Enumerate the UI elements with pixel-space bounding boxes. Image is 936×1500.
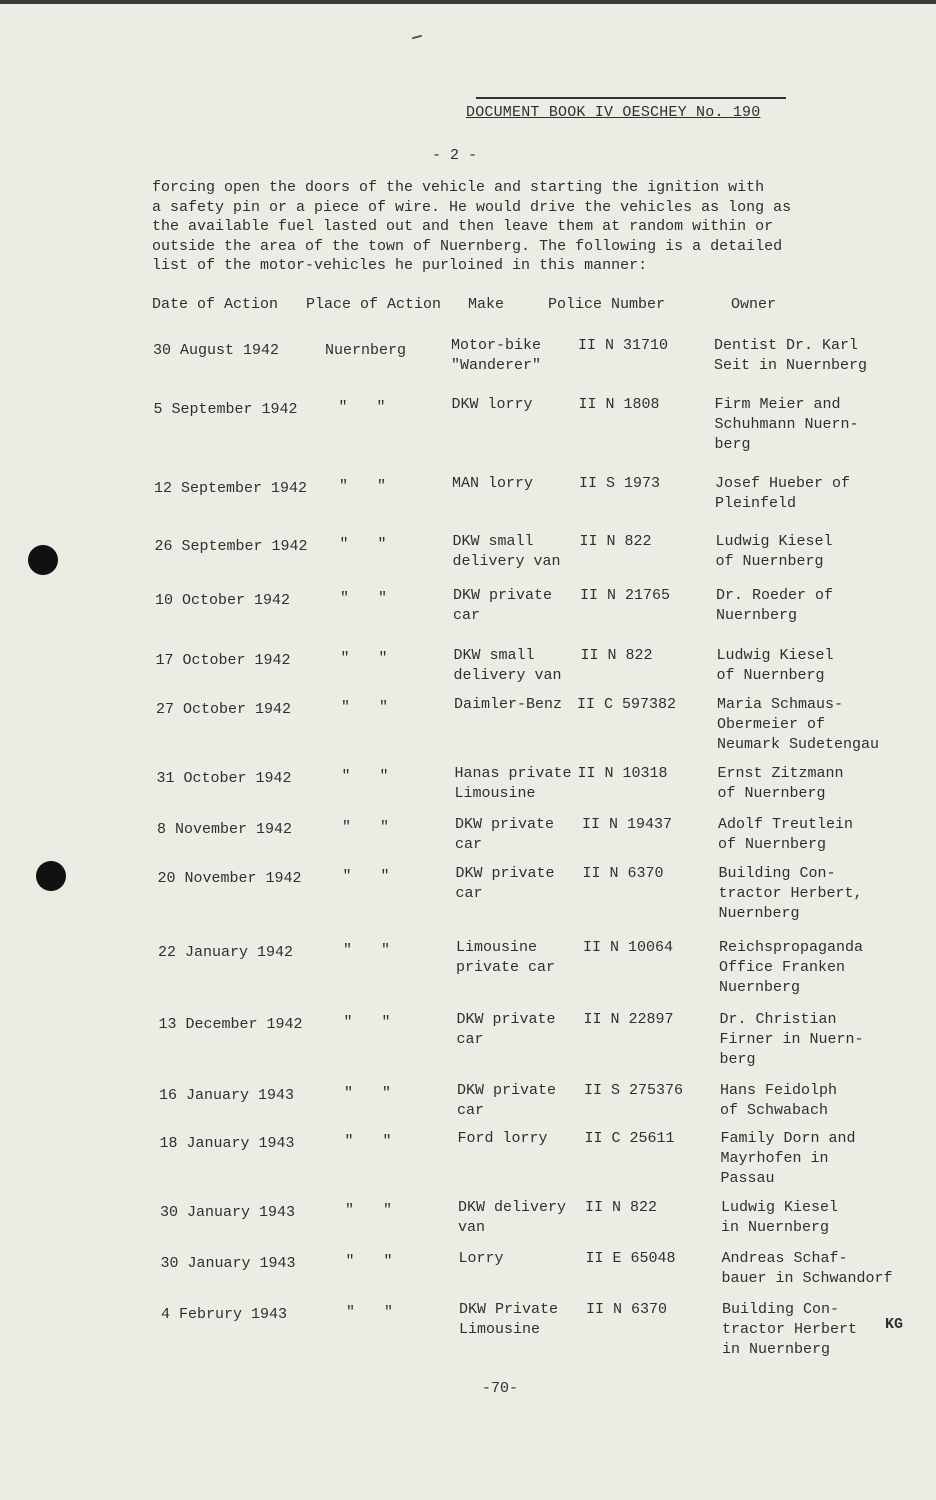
make-cell: delivery van (453, 667, 562, 684)
place-ditto-cell: " (346, 1304, 356, 1321)
police-number-cell: II N 6370 (582, 865, 664, 882)
owner-cell: Nuernberg (718, 905, 800, 922)
place-ditto-cell: " (339, 478, 349, 495)
police-number-cell: II N 822 (579, 533, 652, 550)
date-cell: 31 October 1942 (156, 770, 292, 787)
place-ditto-cell: " (343, 942, 353, 959)
owner-cell: of Nuernberg (715, 553, 824, 570)
make-cell: van (458, 1219, 486, 1236)
page-number: - 2 - (432, 147, 478, 164)
police-number-cell: II N 22897 (583, 1011, 674, 1028)
page-top-edge (0, 0, 936, 4)
make-cell: DKW private (457, 1082, 557, 1099)
place-ditto-cell: " (382, 1085, 392, 1102)
place-ditto-cell: " (343, 1014, 353, 1031)
place-ditto-cell: " (341, 768, 351, 785)
place-ditto-cell: " (344, 1133, 354, 1150)
make-cell: DKW Private (459, 1301, 559, 1318)
make-cell: MAN lorry (452, 475, 534, 492)
owner-cell: Ernst Zitzmann (717, 765, 844, 782)
owner-cell: Building Con- (722, 1301, 840, 1318)
owner-cell: Maria Schmaus- (717, 696, 844, 713)
owner-cell: of Nuernberg (717, 785, 826, 802)
ink-mark (412, 35, 422, 40)
owner-cell: berg (714, 436, 751, 453)
punch-hole (28, 545, 58, 575)
date-cell: 10 October 1942 (155, 592, 291, 609)
owner-cell: Passau (720, 1170, 775, 1187)
make-cell: DKW delivery (458, 1199, 567, 1216)
owner-cell: Dentist Dr. Karl (714, 337, 859, 354)
police-number-cell: II N 21765 (580, 587, 671, 604)
date-cell: 30 January 1943 (160, 1255, 296, 1272)
make-cell: DKW private (455, 816, 555, 833)
document-header: DOCUMENT BOOK IV OESCHEY No. 190 (466, 104, 761, 121)
police-number-cell: II N 822 (580, 647, 653, 664)
police-number-cell: II N 822 (585, 1199, 658, 1216)
make-cell: DKW private (455, 865, 555, 882)
owner-cell: berg (719, 1051, 756, 1068)
date-cell: 20 November 1942 (157, 870, 302, 887)
police-number-cell: II S 1973 (579, 475, 661, 492)
place-ditto-cell: " (377, 478, 387, 495)
owner-cell: Obermeier of (717, 716, 826, 733)
date-cell: 4 Februry 1943 (161, 1306, 288, 1323)
place-ditto-cell: " (340, 650, 350, 667)
owner-cell: Office Franken (719, 959, 846, 976)
place-ditto-cell: " (378, 650, 388, 667)
owner-cell: in Nuernberg (722, 1341, 831, 1358)
make-cell: DKW private (456, 1011, 556, 1028)
police-number-cell: II N 19437 (582, 816, 673, 833)
police-number-cell: II C 25611 (584, 1130, 675, 1147)
make-cell: Daimler-Benz (454, 696, 563, 713)
place-ditto-cell: " (338, 399, 348, 416)
place-ditto-cell: " (341, 699, 351, 716)
date-cell: 26 September 1942 (154, 538, 308, 555)
owner-cell: Mayrhofen in (720, 1150, 829, 1167)
place-ditto-cell: " (383, 1253, 393, 1270)
make-cell: car (456, 1031, 484, 1048)
make-cell: Limousine (454, 785, 536, 802)
owner-cell: Neumark Sudetengau (717, 736, 880, 753)
body-paragraph (152, 178, 852, 276)
make-cell: Limousine (459, 1321, 541, 1338)
owner-cell: of Schwabach (720, 1102, 829, 1119)
place-ditto-cell: " (381, 942, 391, 959)
owner-cell: Building Con- (718, 865, 836, 882)
place-ditto-cell: " (345, 1202, 355, 1219)
owner-cell: Firm Meier and (714, 396, 841, 413)
place-ditto-cell: " (342, 868, 352, 885)
punch-hole (36, 861, 66, 891)
make-cell: car (455, 885, 483, 902)
paragraph-line: the available fuel lasted out and then leave them at random within or (152, 218, 774, 236)
make-cell: car (457, 1102, 485, 1119)
owner-cell: Ludwig Kiesel (721, 1199, 839, 1216)
owner-cell: Josef Hueber of (715, 475, 851, 492)
date-cell: 13 December 1942 (158, 1016, 303, 1033)
owner-cell: Andreas Schaf- (721, 1250, 848, 1267)
place-cell: Nuernberg (325, 342, 407, 359)
date-cell: 22 January 1942 (158, 944, 294, 961)
place-ditto-cell: " (342, 819, 352, 836)
owner-cell: Firner in Nuern- (719, 1031, 864, 1048)
make-cell: DKW small (453, 647, 535, 664)
make-cell: Motor-bike (451, 337, 542, 354)
place-ditto-cell: " (340, 590, 350, 607)
stamp-mark: KG (885, 1316, 904, 1333)
owner-cell: Ludwig Kiesel (716, 647, 834, 664)
date-cell: 16 January 1943 (159, 1087, 295, 1104)
owner-cell: Dr. Christian (719, 1011, 837, 1028)
police-number-cell: II N 10318 (577, 765, 668, 782)
date-cell: 18 January 1943 (159, 1135, 295, 1152)
place-ditto-cell: " (339, 536, 349, 553)
make-cell: DKW lorry (451, 396, 533, 413)
date-cell: 17 October 1942 (155, 652, 291, 669)
owner-cell: Nuernberg (719, 979, 801, 996)
owner-cell: Family Dorn and (720, 1130, 856, 1147)
place-ditto-cell: " (345, 1253, 355, 1270)
date-cell: 27 October 1942 (156, 701, 292, 718)
make-cell: private car (456, 959, 556, 976)
place-ditto-cell: " (377, 536, 387, 553)
make-cell: Ford lorry (457, 1130, 548, 1147)
paragraph-line: list of the motor-vehicles he purloined in this manner: (152, 257, 648, 275)
date-cell: 12 September 1942 (154, 480, 308, 497)
owner-cell: Schuhmann Nuern- (714, 416, 859, 433)
owner-cell: Reichspropaganda (719, 939, 864, 956)
make-cell: DKW private (453, 587, 553, 604)
footer-page-number: -70- (482, 1380, 519, 1397)
owner-cell: Seit in Nuernberg (714, 357, 868, 374)
owner-cell: of Nuernberg (716, 667, 825, 684)
owner-cell: Dr. Roeder of (716, 587, 834, 604)
police-number-cell: II N 1808 (578, 396, 660, 413)
owner-cell: Nuernberg (716, 607, 798, 624)
make-cell: car (453, 607, 481, 624)
owner-cell: tractor Herbert, (718, 885, 863, 902)
column-header-date: Date of Action (152, 296, 279, 313)
owner-cell: of Nuernberg (718, 836, 827, 853)
paragraph-line: a safety pin or a piece of wire. He would drive the vehicles as long as (152, 198, 792, 216)
owner-cell: Hans Feidolph (720, 1082, 838, 1099)
make-cell: car (455, 836, 483, 853)
make-cell: "Wanderer" (451, 357, 542, 374)
date-cell: 30 January 1943 (160, 1204, 296, 1221)
column-header-owner: Owner (731, 296, 777, 313)
paragraph-line: outside the area of the town of Nuernberg. The following is a detailed (152, 237, 783, 255)
make-cell: DKW small (452, 533, 534, 550)
place-ditto-cell: " (379, 768, 389, 785)
place-ditto-cell: " (381, 1014, 391, 1031)
date-cell: 30 August 1942 (153, 342, 280, 359)
owner-cell: Pleinfeld (715, 495, 797, 512)
place-ditto-cell: " (383, 1202, 393, 1219)
police-number-cell: II E 65048 (585, 1250, 676, 1267)
police-number-cell: II N 31710 (578, 337, 669, 354)
column-header-make: Make (468, 296, 505, 313)
make-cell: Lorry (458, 1250, 504, 1267)
owner-cell: bauer in Schwandorf (721, 1270, 893, 1287)
place-ditto-cell: " (382, 1133, 392, 1150)
place-ditto-cell: " (384, 1304, 394, 1321)
place-ditto-cell: " (379, 699, 389, 716)
make-cell: Hanas private (454, 765, 572, 782)
owner-cell: Ludwig Kiesel (715, 533, 833, 550)
place-ditto-cell: " (344, 1085, 354, 1102)
police-number-cell: II N 6370 (586, 1301, 668, 1318)
make-cell: delivery van (452, 553, 561, 570)
date-cell: 5 September 1942 (153, 401, 298, 418)
police-number-cell: II C 597382 (577, 696, 677, 713)
make-cell: Limousine (456, 939, 538, 956)
column-header-place: Place of Action (306, 296, 442, 313)
header-rule (476, 97, 786, 99)
place-ditto-cell: " (380, 819, 390, 836)
owner-cell: tractor Herbert (722, 1321, 858, 1338)
police-number-cell: II S 275376 (584, 1082, 684, 1099)
place-ditto-cell: " (378, 590, 388, 607)
police-number-cell: II N 10064 (583, 939, 674, 956)
owner-cell: Adolf Treutlein (718, 816, 854, 833)
date-cell: 8 November 1942 (157, 821, 293, 838)
paragraph-line: forcing open the doors of the vehicle and starting the ignition with (152, 179, 765, 196)
place-ditto-cell: " (376, 399, 386, 416)
column-header-police-number: Police Number (548, 296, 666, 313)
owner-cell: in Nuernberg (721, 1219, 830, 1236)
place-ditto-cell: " (380, 868, 390, 885)
